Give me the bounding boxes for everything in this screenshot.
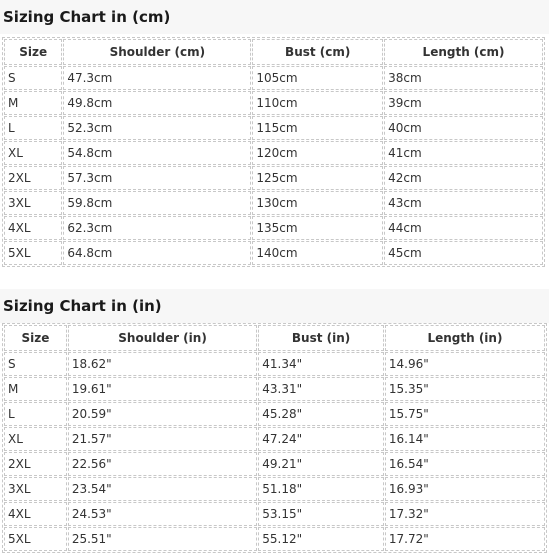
size-cell: 3XL (4, 191, 62, 215)
header-bust: Bust (in) (258, 325, 384, 351)
size-cell: 4XL (4, 502, 67, 526)
shoulder-cell: 52.3cm (63, 116, 251, 140)
length-cell: 40cm (384, 116, 543, 140)
shoulder-cell: 23.54" (68, 477, 257, 501)
header-length: Length (cm) (384, 39, 543, 65)
bust-cell: 110cm (252, 91, 383, 115)
length-cell: 39cm (384, 91, 543, 115)
table-row (4, 377, 545, 401)
bust-cell: 49.21" (258, 452, 384, 476)
table-row (4, 477, 545, 501)
shoulder-cell: 54.8cm (63, 141, 251, 165)
bust-cell: 135cm (252, 216, 383, 240)
shoulder-cell: 64.8cm (63, 241, 251, 265)
length-cell: 15.75" (385, 402, 545, 426)
size-cell: 2XL (4, 166, 62, 190)
sizing-table-cm (2, 37, 545, 267)
table-row (4, 427, 545, 451)
shoulder-cell: 22.56" (68, 452, 257, 476)
length-cell: 16.14" (385, 427, 545, 451)
size-cell: M (4, 377, 67, 401)
bust-cell: 53.15" (258, 502, 384, 526)
size-cell: S (4, 352, 67, 376)
shoulder-cell: 62.3cm (63, 216, 251, 240)
shoulder-cell: 19.61" (68, 377, 257, 401)
table-row (4, 502, 545, 526)
sizing-chart-in-section (0, 289, 549, 546)
header-size: Size (4, 39, 62, 65)
size-cell: L (4, 402, 67, 426)
size-cell: XL (4, 427, 67, 451)
bust-cell: 43.31" (258, 377, 384, 401)
table-row (4, 402, 545, 426)
table-row (4, 241, 543, 265)
length-cell: 38cm (384, 66, 543, 90)
header-shoulder: Shoulder (in) (68, 325, 257, 351)
table-row (4, 66, 543, 90)
section-heading-in: Sizing Chart in (in) (0, 289, 549, 323)
header-shoulder: Shoulder (cm) (63, 39, 251, 65)
shoulder-cell: 59.8cm (63, 191, 251, 215)
sizing-table-in (2, 323, 547, 553)
size-cell: 4XL (4, 216, 62, 240)
bust-cell: 55.12" (258, 527, 384, 551)
length-cell: 14.96" (385, 352, 545, 376)
table-row (4, 116, 543, 140)
length-cell: 41cm (384, 141, 543, 165)
bust-cell: 51.18" (258, 477, 384, 501)
table-row (4, 191, 543, 215)
table-header-row (4, 325, 545, 351)
table-row (4, 452, 545, 476)
table-row (4, 141, 543, 165)
section-heading-cm: Sizing Chart in (cm) (0, 0, 549, 34)
bust-cell: 125cm (252, 166, 383, 190)
size-cell: 3XL (4, 477, 67, 501)
bust-cell: 130cm (252, 191, 383, 215)
header-size: Size (4, 325, 67, 351)
length-cell: 43cm (384, 191, 543, 215)
table-row (4, 352, 545, 376)
length-cell: 15.35" (385, 377, 545, 401)
shoulder-cell: 47.3cm (63, 66, 251, 90)
length-cell: 42cm (384, 166, 543, 190)
shoulder-cell: 25.51" (68, 527, 257, 551)
table-row (4, 91, 543, 115)
size-cell: 5XL (4, 527, 67, 551)
length-cell: 44cm (384, 216, 543, 240)
bust-cell: 47.24" (258, 427, 384, 451)
size-cell: 5XL (4, 241, 62, 265)
header-bust: Bust (cm) (252, 39, 383, 65)
size-cell: L (4, 116, 62, 140)
table-row (4, 166, 543, 190)
bust-cell: 105cm (252, 66, 383, 90)
bust-cell: 115cm (252, 116, 383, 140)
shoulder-cell: 20.59" (68, 402, 257, 426)
size-cell: S (4, 66, 62, 90)
header-length: Length (in) (385, 325, 545, 351)
bust-cell: 45.28" (258, 402, 384, 426)
shoulder-cell: 21.57" (68, 427, 257, 451)
bust-cell: 140cm (252, 241, 383, 265)
bust-cell: 120cm (252, 141, 383, 165)
table-row (4, 216, 543, 240)
size-cell: 2XL (4, 452, 67, 476)
shoulder-cell: 18.62" (68, 352, 257, 376)
shoulder-cell: 24.53" (68, 502, 257, 526)
length-cell: 45cm (384, 241, 543, 265)
length-cell: 16.54" (385, 452, 545, 476)
bust-cell: 41.34" (258, 352, 384, 376)
length-cell: 16.93" (385, 477, 545, 501)
shoulder-cell: 49.8cm (63, 91, 251, 115)
size-cell: XL (4, 141, 62, 165)
table-row (4, 527, 545, 551)
sizing-chart-cm-section (0, 0, 549, 260)
length-cell: 17.72" (385, 527, 545, 551)
shoulder-cell: 57.3cm (63, 166, 251, 190)
length-cell: 17.32" (385, 502, 545, 526)
size-cell: M (4, 91, 62, 115)
table-header-row (4, 39, 543, 65)
